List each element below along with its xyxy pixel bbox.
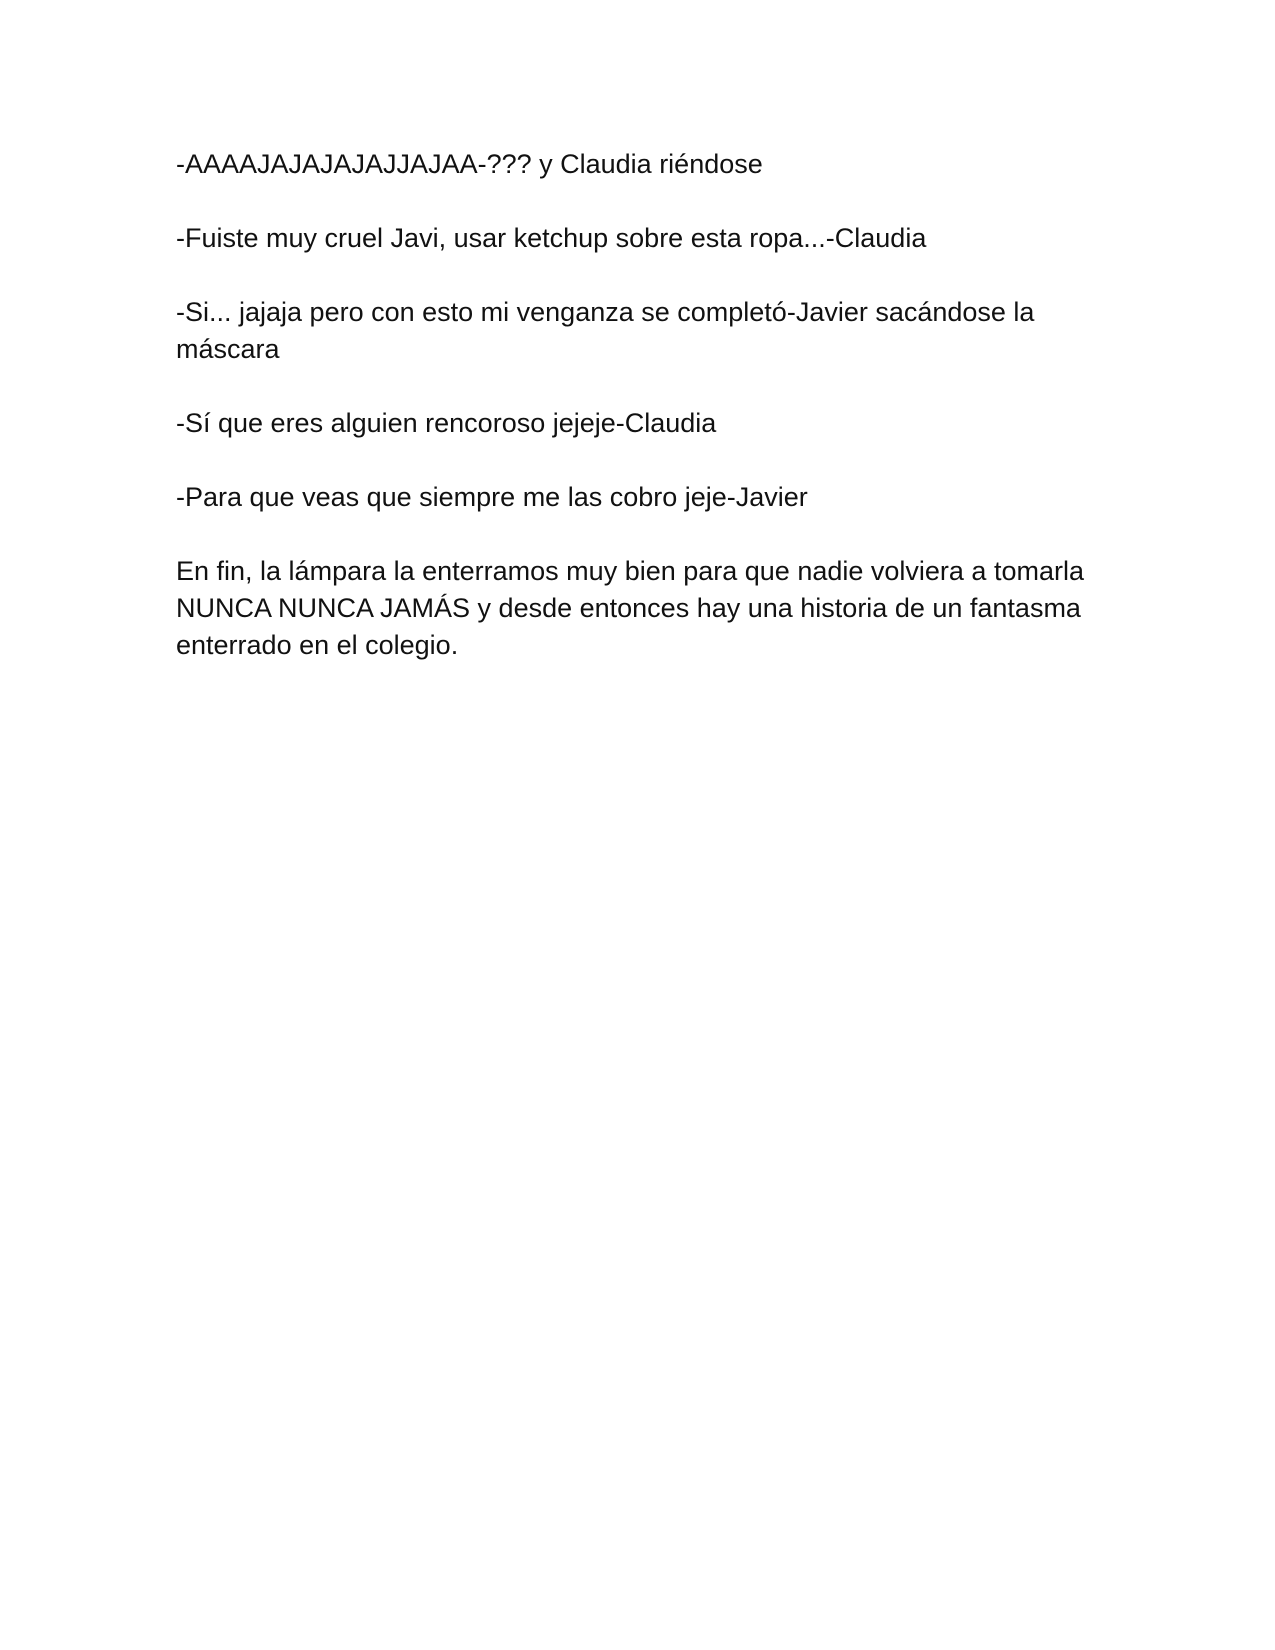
dialogue-line-revenge: -Si... jajaja pero con esto mi venganza se completó-Javier sacándose la máscara: [176, 297, 1035, 364]
dialogue-line-rencoroso: -Sí que eres alguien rencoroso jejeje-Claudia: [176, 408, 717, 438]
dialogue-line-ketchup: -Fuiste muy cruel Javi, usar ketchup sobre esta ropa...-Claudia: [176, 223, 927, 253]
dialogue-line-cobro: -Para que veas que siempre me las cobro jeje-Javier: [176, 482, 808, 512]
closing-paragraph: En fin, la lámpara la enterramos muy bien para que nadie volviera a tomarla NUNCA NUNCA JAMÁS y desde entonces hay una historia de un fantasma enterrado en el colegio.: [176, 556, 1084, 660]
document-body: [176, 146, 1096, 701]
dialogue-line-laugh: -AAAAJAJAJAJAJJAJAA-??? y Claudia riéndose: [176, 149, 763, 179]
